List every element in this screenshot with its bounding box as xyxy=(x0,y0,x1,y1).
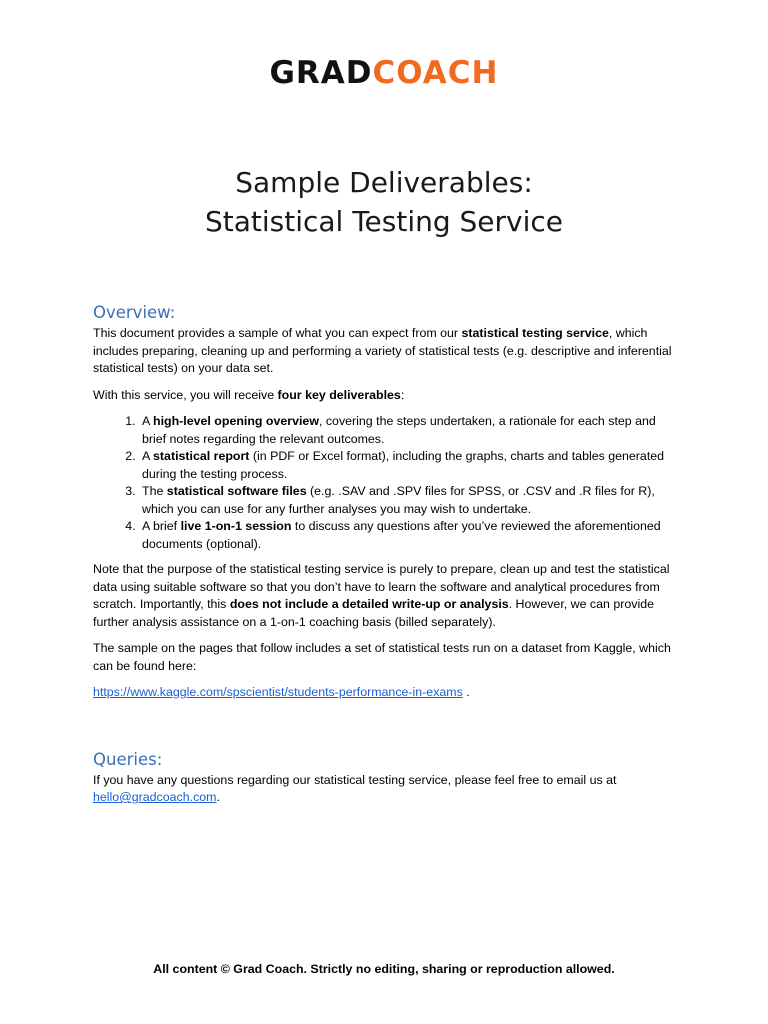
kaggle-link[interactable]: https://www.kaggle.com/spscientist/students-performance-in-exams xyxy=(93,685,463,699)
list-item xyxy=(139,413,675,448)
text: (in PDF or Excel format), including the graphs, charts and tables generated during the testing process. xyxy=(142,449,665,481)
queries-paragraph xyxy=(93,772,675,807)
text: . xyxy=(462,685,470,699)
bold-text: statistical testing service xyxy=(461,326,609,340)
page-title xyxy=(0,163,768,241)
bold-text: live 1-on-1 session xyxy=(180,519,292,533)
text: . However, we can provide further analysis assistance on a 1-on-1 coaching basis (billed separately). xyxy=(93,597,654,629)
text: With this service, you will receive xyxy=(93,387,278,402)
bold-text: statistical report xyxy=(153,449,250,463)
title-line-2: Statistical Testing Service xyxy=(204,205,564,238)
text: The xyxy=(142,484,167,498)
bold-text: high-level opening overview xyxy=(153,414,319,428)
overview-paragraph-2 xyxy=(93,387,675,405)
text: A xyxy=(142,414,154,428)
kaggle-link-line xyxy=(93,684,675,702)
document-body xyxy=(93,302,675,816)
text: to discuss any questions after you’ve reviewed the aforementioned documents (optional). xyxy=(142,519,661,551)
text: This document provides a sample of what you can expect from our xyxy=(93,326,462,340)
list-item xyxy=(139,518,675,553)
spacer xyxy=(93,711,675,749)
overview-paragraph-1 xyxy=(93,325,675,378)
bold-text: does not include a detailed write-up or analysis xyxy=(229,597,509,611)
text: , which includes preparing, cleaning up and performing a variety of statistical tests (e.g. descriptive and inferential statistical tests) on your data set. xyxy=(93,326,672,375)
text: (e.g. .SAV and .SPV files for SPSS, or .CSV and .R files for R), which you can use for any further analyses you may wish to undertake. xyxy=(142,484,655,516)
list-item xyxy=(139,483,675,518)
gradcoach-logo xyxy=(0,56,768,90)
email-link[interactable]: hello@gradcoach.com xyxy=(93,790,217,804)
overview-paragraph-4: The sample on the pages that follow includes a set of statistical tests run on a dataset from Kaggle, which can be found here: xyxy=(93,641,671,673)
text: Note that the purpose of the statistical testing service is purely to prepare, clean up and test the statistical data using suitable software so that you don’t have to learn the software and analytical procedures from scratch. Importantly, this xyxy=(93,562,670,611)
text: , covering the steps undertaken, a rationale for each step and brief notes regarding the relevant outcomes. xyxy=(142,414,656,446)
list-item xyxy=(139,448,675,483)
text: A xyxy=(142,449,154,463)
queries-heading: Queries: xyxy=(93,749,163,769)
overview-paragraph-3 xyxy=(93,561,675,631)
text: : xyxy=(400,387,405,402)
bold-text: four key deliverables xyxy=(277,387,401,402)
overview-heading: Overview: xyxy=(93,303,176,322)
copyright-footer: All content © Grad Coach. Strictly no editing, sharing or reproduction allowed. xyxy=(153,962,615,976)
logo-coach-text: COACH xyxy=(372,55,499,91)
deliverables-list xyxy=(93,413,675,553)
text: If you have any questions regarding our statistical testing service, please feel free to email us at xyxy=(93,772,617,787)
title-line-1: Sample Deliverables: xyxy=(235,166,533,199)
logo-grad-text: GRAD xyxy=(269,55,373,91)
text: . xyxy=(216,790,220,804)
bold-text: statistical software files xyxy=(166,484,307,498)
text: A brief xyxy=(142,519,181,533)
